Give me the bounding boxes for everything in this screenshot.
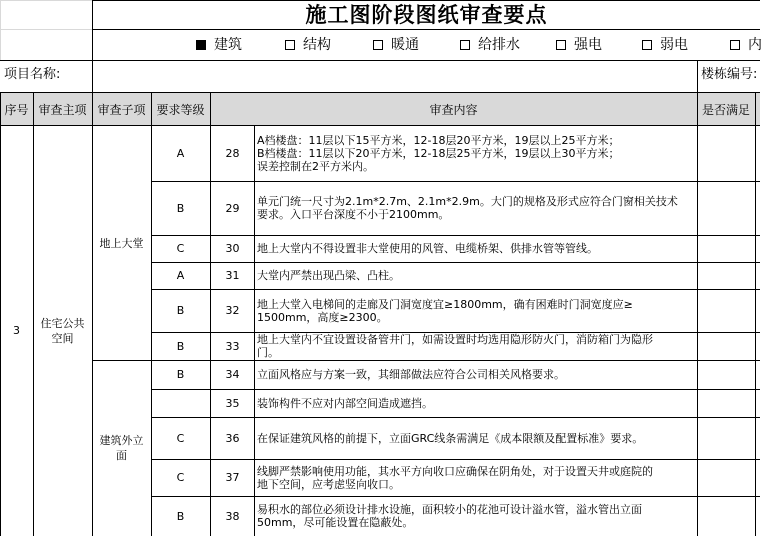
checkbox-icon[interactable] — [285, 40, 295, 50]
checkbox-icon[interactable] — [556, 40, 566, 50]
border — [151, 332, 760, 333]
border — [210, 92, 211, 536]
checkbox-icon[interactable] — [642, 40, 652, 50]
sub-item-facade: 建筑外立面 — [99, 434, 144, 462]
project-name-value[interactable] — [93, 61, 697, 91]
category-interior[interactable]: 内 — [730, 37, 762, 53]
border — [0, 125, 760, 126]
border — [254, 125, 255, 536]
border — [755, 92, 756, 536]
header-seq: 序号 — [4, 102, 29, 117]
row-number: 32 — [225, 304, 240, 317]
row-level: B — [176, 201, 185, 215]
row-content: 在保证建筑风格的前提下，立面GRC线条需满足《成本限额及配置标准》要求。 — [257, 431, 644, 445]
group-seq: 3 — [13, 324, 20, 337]
row-number: 37 — [225, 471, 240, 484]
checkbox-icon[interactable] — [460, 40, 470, 50]
border — [33, 92, 34, 536]
row-content: 地上大堂内不得设置非大堂使用的风管、电缆桥架、供排水管等管线。 — [257, 242, 598, 255]
border — [151, 417, 760, 418]
border — [151, 235, 760, 236]
row-number: 31 — [225, 269, 240, 282]
row-number: 38 — [225, 509, 240, 523]
category-row — [196, 37, 766, 55]
row-level: A — [176, 269, 185, 282]
border — [0, 92, 1, 536]
row-number: 33 — [225, 339, 240, 353]
row-content: 大堂内严禁出现凸梁、凸柱。 — [257, 269, 400, 282]
category-plumbing[interactable]: 给排水 — [460, 37, 520, 53]
row-level: A — [176, 146, 185, 160]
row-content: 易积水的部位必须设计排水设施，面积较小的花池可设计溢水管，溢水管出立面 50mm，尽可能设置在隐蔽处。 — [257, 503, 642, 529]
header-satisfied: 是否满足 — [701, 102, 750, 117]
border — [151, 262, 760, 263]
row-level: B — [176, 509, 185, 523]
header-sub-item: 审查子项 — [97, 102, 146, 117]
border — [151, 389, 760, 390]
row-content: 地上大堂内不宜设置设备管井门，如需设置时均选用隐形防火门，消防箱门为隐形 门。 — [257, 333, 653, 359]
border — [0, 60, 760, 61]
header-level: 要求等级 — [156, 102, 205, 117]
row-level: B — [176, 304, 185, 317]
row-content: 立面风格应与方案一致，其细部做法应符合公司相关风格要求。 — [257, 368, 565, 381]
row-number: 28 — [225, 146, 240, 160]
border — [151, 289, 760, 290]
sub-item-lobby: 地上大堂 — [99, 236, 144, 250]
row-number: 34 — [225, 368, 240, 381]
row-number: 36 — [225, 431, 240, 445]
border — [92, 0, 760, 1]
row-content: A档楼盘：11层以下15平方米，12-18层20平方米，19层以上25平方米； B档楼盘：11层以下20平方米，12-18层25平方米，19层以上30平方米； 误差控制在2平方米内。 — [257, 133, 620, 173]
header-main-item: 审查主项 — [38, 102, 87, 117]
row-content: 装饰构件不应对内部空间造成遮挡。 — [257, 396, 433, 410]
checkbox-checked-icon[interactable] — [196, 40, 206, 50]
border — [697, 60, 698, 536]
border — [151, 496, 760, 497]
header-content: 审查内容 — [429, 102, 478, 117]
border — [92, 92, 93, 536]
checkbox-icon[interactable] — [730, 40, 740, 50]
row-level — [151, 389, 210, 417]
project-name-label: 项目名称: — [4, 67, 61, 82]
border — [92, 0, 93, 93]
row-level: B — [176, 339, 185, 353]
group-main-item: 住宅公共空间 — [40, 316, 85, 345]
row-number: 30 — [225, 242, 240, 255]
row-level: B — [176, 368, 185, 381]
building-number-label: 楼栋编号: — [701, 67, 758, 82]
gridline — [0, 0, 1, 60]
row-level: C — [176, 471, 185, 484]
category-strong-current[interactable]: 强电 — [556, 37, 602, 53]
gridline — [0, 29, 92, 30]
gridline — [0, 0, 92, 1]
row-level: C — [176, 242, 185, 255]
row-level: C — [176, 431, 185, 445]
row-number: 29 — [225, 201, 240, 215]
border — [0, 92, 760, 93]
border — [92, 29, 760, 30]
category-structure[interactable]: 结构 — [285, 37, 331, 53]
row-content: 地上大堂入电梯间的走廊及门洞宽度宜≥1800mm，确有困难时门洞宽度应≥ 1500mm，高度≥2300。 — [257, 297, 633, 324]
page-title: 施工图阶段图纸审查要点 — [305, 2, 548, 27]
border — [151, 92, 152, 536]
border — [92, 360, 760, 361]
border — [151, 181, 760, 182]
category-weak-current[interactable]: 弱电 — [642, 37, 688, 53]
category-hvac[interactable]: 暖通 — [373, 37, 419, 53]
category-building[interactable]: 建筑 — [196, 37, 242, 53]
checkbox-icon[interactable] — [373, 40, 383, 50]
border — [151, 459, 760, 460]
row-content: 线脚严禁影响使用功能，其水平方向收口应确保在阴角处，对于设置天井或庭院的 地下空间，应考虑竖向收口。 — [257, 464, 653, 491]
row-content: 单元门统一尺寸为2.1m*2.7m、2.1m*2.9m。大门的规格及形式应符合门窗相关技术 要求。入口平台深度不小于2100mm。 — [257, 195, 678, 221]
row-number: 35 — [225, 396, 240, 410]
